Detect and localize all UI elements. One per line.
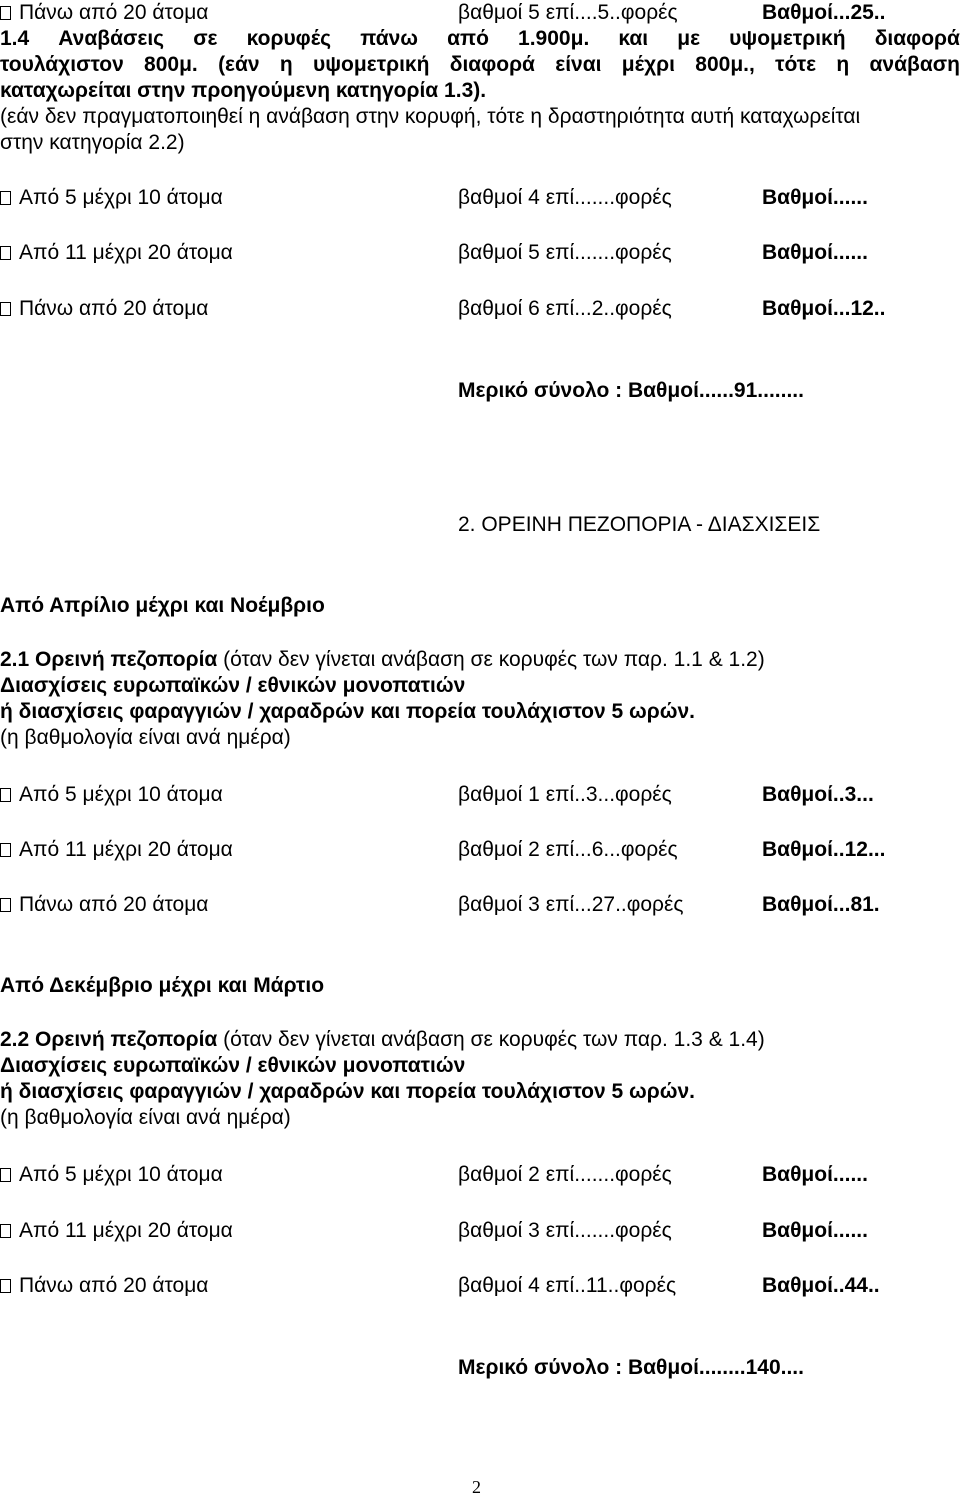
checkbox-bullet-icon <box>0 843 11 857</box>
score-row-top <box>0 0 960 26</box>
score-row: Από 5 μέχρι 10 άτομα βαθμοί 4 επί.......φορές Βαθμοί...... <box>0 185 960 211</box>
section-2-2-heading: 2.2 Ορεινή πεζοπορία (όταν δεν γίνεται ανάβαση σε κορυφές των παρ. 1.3 & 1.4) <box>0 1028 765 1051</box>
row-score: Βαθμοί...25.. <box>762 1 886 24</box>
section-2-2-line-4: (η βαθμολογία είναι ανά ημέρα) <box>0 1106 291 1129</box>
subtotal-2: Μερικό σύνολο : Βαθμοί........140.... <box>458 1356 804 1379</box>
period-december-march: Από Δεκέμβριο μέχρι και Μάρτιο <box>0 974 325 997</box>
checkbox-bullet-icon <box>0 1279 11 1293</box>
section-2-1-line-3: ή διασχίσεις φαραγγιών / χαραδρών και πορεία τουλάχιστον 5 ωρών. <box>0 700 695 723</box>
score-row: Από 5 μέχρι 10 άτομα βαθμοί 1 επί..3...φορές Βαθμοί..3... <box>0 782 960 808</box>
section-1-4-note-1: (εάν δεν πραγματοποιηθεί η ανάβαση στην κορυφή, τότε η δραστηριότητα αυτή καταχωρείται <box>0 105 861 128</box>
checkbox-bullet-icon <box>0 6 11 20</box>
section-2-1-line-4: (η βαθμολογία είναι ανά ημέρα) <box>0 726 291 749</box>
checkbox-bullet-icon <box>0 898 11 912</box>
section-2-2-line-3: ή διασχίσεις φαραγγιών / χαραδρών και πορεία τουλάχιστον 5 ωρών. <box>0 1080 695 1103</box>
section-2-1-line-2: Διασχίσεις ευρωπαϊκών / εθνικών μονοπατιών <box>0 674 466 697</box>
period-april-november: Από Απρίλιο μέχρι και Νοέμβριο <box>0 594 325 617</box>
subtotal-1: Μερικό σύνολο : Βαθμοί......91........ <box>458 379 804 402</box>
checkbox-bullet-icon <box>0 246 11 260</box>
score-row: Πάνω από 20 άτομα βαθμοί 3 επί...27..φορές Βαθμοί...81. <box>0 892 960 918</box>
section-1-4-line-1: 1.4 Αναβάσεις σε κορυφές πάνω από 1.900μ. και με υψομετρική διαφορά <box>0 27 960 50</box>
section-2-title: 2. ΟΡΕΙΝΗ ΠΕΖΟΠΟΡΙΑ - ΔΙΑΣΧΙΣΕΙΣ <box>458 513 821 536</box>
checkbox-bullet-icon <box>0 302 11 316</box>
score-row: Από 11 μέχρι 20 άτομα βαθμοί 5 επί.......φορές Βαθμοί...... <box>0 240 960 266</box>
page-number: 2 <box>472 1477 481 1497</box>
checkbox-bullet-icon <box>0 788 11 802</box>
score-row: Από 5 μέχρι 10 άτομα βαθμοί 2 επί.......φορές Βαθμοί...... <box>0 1162 960 1188</box>
section-2-1-heading: 2.1 Ορεινή πεζοπορία (όταν δεν γίνεται ανάβαση σε κορυφές των παρ. 1.1 & 1.2) <box>0 648 765 671</box>
row-formula: βαθμοί 5 επί....5..φορές <box>458 1 678 24</box>
score-row: Από 11 μέχρι 20 άτομα βαθμοί 3 επί.......φορές Βαθμοί...... <box>0 1218 960 1244</box>
score-row: Πάνω από 20 άτομα βαθμοί 4 επί..11..φορές Βαθμοί..44.. <box>0 1273 960 1299</box>
checkbox-bullet-icon <box>0 1168 11 1182</box>
row-label: Πάνω από 20 άτομα <box>0 0 208 26</box>
section-2-2-line-2: Διασχίσεις ευρωπαϊκών / εθνικών μονοπατιών <box>0 1054 466 1077</box>
section-1-4-line-3: καταχωρείται στην προηγούμενη κατηγορία 1.3). <box>0 79 487 102</box>
score-row: Από 11 μέχρι 20 άτομα βαθμοί 2 επί...6...φορές Βαθμοί..12... <box>0 837 960 863</box>
checkbox-bullet-icon <box>0 1224 11 1238</box>
score-row: Πάνω από 20 άτομα βαθμοί 6 επί...2..φορές Βαθμοί...12.. <box>0 296 960 322</box>
section-1-4-note-2: στην κατηγορία 2.2) <box>0 131 185 154</box>
checkbox-bullet-icon <box>0 191 11 205</box>
section-1-4-line-2: τουλάχιστον 800μ. (εάν η υψομετρική διαφορά είναι μέχρι 800μ., τότε η ανάβαση <box>0 53 960 76</box>
